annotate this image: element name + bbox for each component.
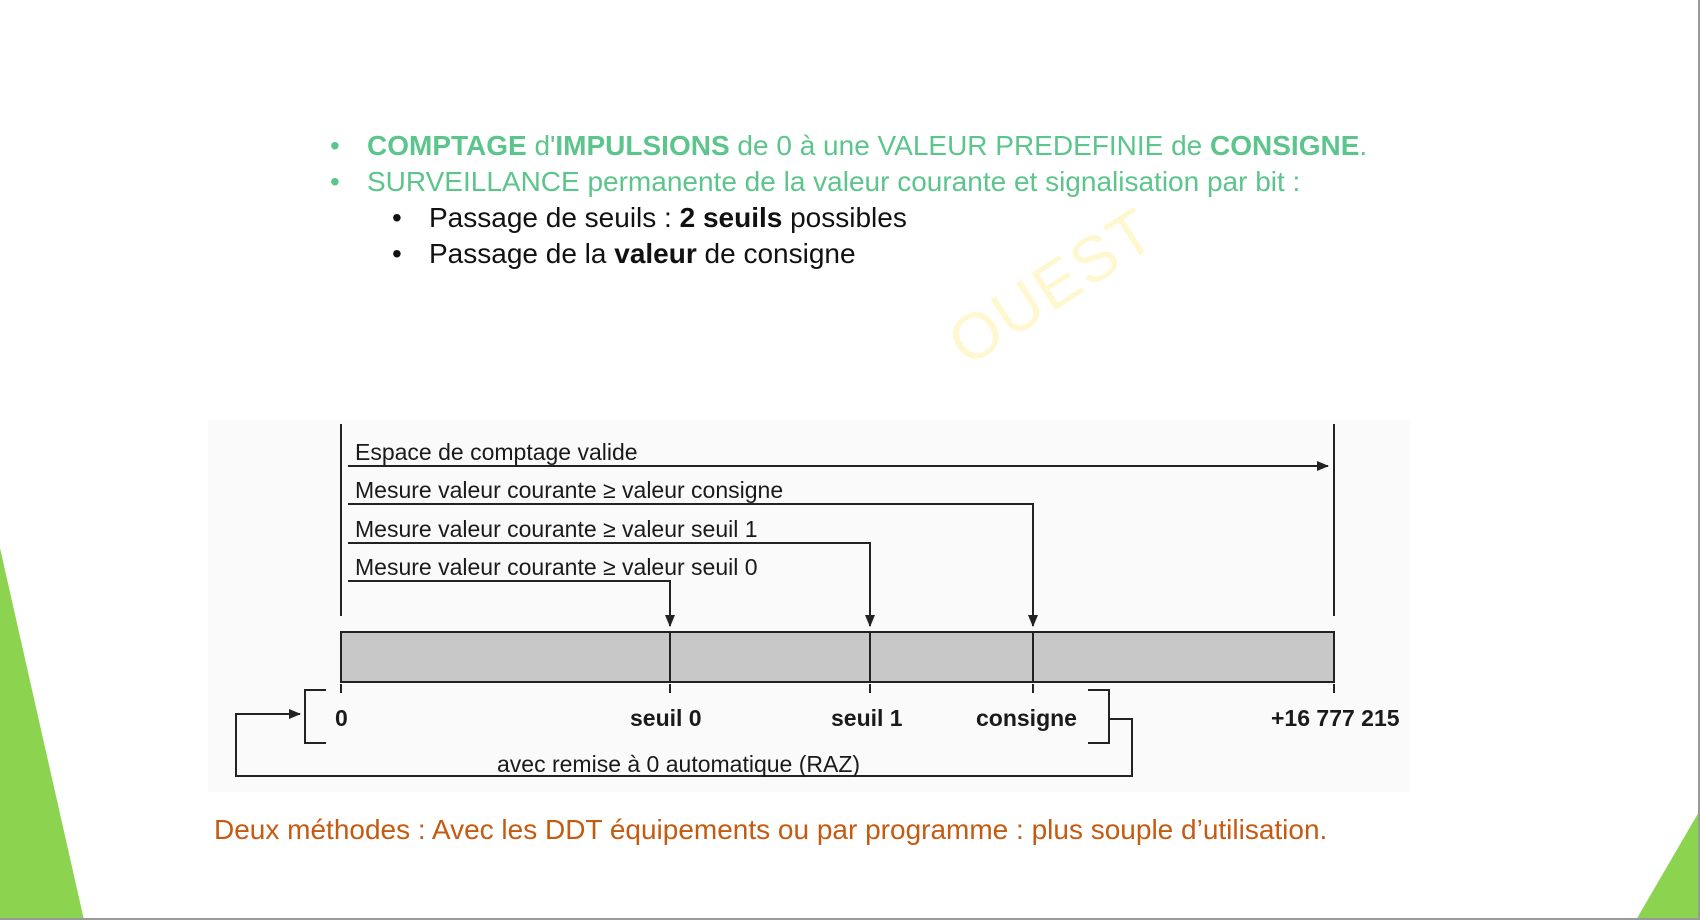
label-mesure-consigne: Mesure valeur courante ≥ valeur consigne bbox=[355, 477, 784, 503]
diagram-background bbox=[208, 420, 1410, 792]
bullet-impulsions-keyword: IMPULSIONS bbox=[555, 130, 730, 161]
footer-note: Deux méthodes : Avec les DDT équipements ou par programme : plus souple d’utilisation. bbox=[214, 814, 1328, 845]
sub-bullet-consigne-text-2: de consigne bbox=[696, 238, 856, 269]
tick-label-seuil-0: seuil 0 bbox=[630, 705, 702, 731]
sub-bullet-consigne-bold: valeur bbox=[614, 238, 697, 269]
tick-label-consigne: consigne bbox=[976, 705, 1077, 731]
bullet-dot: • bbox=[392, 202, 402, 233]
tick-label-zero: 0 bbox=[335, 705, 348, 731]
counting-bar bbox=[341, 632, 1334, 682]
watermark: OUEST bbox=[935, 193, 1169, 380]
bullet-comptage-keyword: COMPTAGE bbox=[367, 130, 527, 161]
sub-bullet-seuils-text-2: possibles bbox=[782, 202, 907, 233]
bullet-dot: • bbox=[392, 238, 402, 269]
bullet-consigne-keyword: CONSIGNE bbox=[1210, 130, 1360, 161]
label-mesure-seuil-0: Mesure valeur courante ≥ valeur seuil 0 bbox=[355, 554, 758, 580]
bullet-comptage-text-2: de 0 à une VALEUR PREDEFINIE de bbox=[729, 130, 1211, 161]
sub-bullet-seuils-bold: 2 seuils bbox=[679, 202, 783, 233]
bullet-comptage-text: d' bbox=[526, 130, 556, 161]
bullet-dot: • bbox=[330, 166, 340, 197]
sub-bullet-consigne-text: Passage de la bbox=[429, 238, 615, 269]
tick-label-max: +16 777 215 bbox=[1271, 705, 1400, 731]
sub-bullet-seuils-text: Passage de seuils : bbox=[429, 202, 680, 233]
bullet-dot: • bbox=[330, 130, 340, 161]
label-mesure-seuil-1: Mesure valeur courante ≥ valeur seuil 1 bbox=[355, 516, 758, 542]
bullet-surveillance-text: SURVEILLANCE permanente de la valeur courante et signalisation par bit : bbox=[367, 166, 1301, 197]
raz-label: avec remise à 0 automatique (RAZ) bbox=[497, 751, 861, 777]
bullet-comptage-period: . bbox=[1359, 130, 1368, 161]
tick-label-seuil-1: seuil 1 bbox=[831, 705, 903, 731]
label-espace-comptage: Espace de comptage valide bbox=[355, 439, 638, 465]
